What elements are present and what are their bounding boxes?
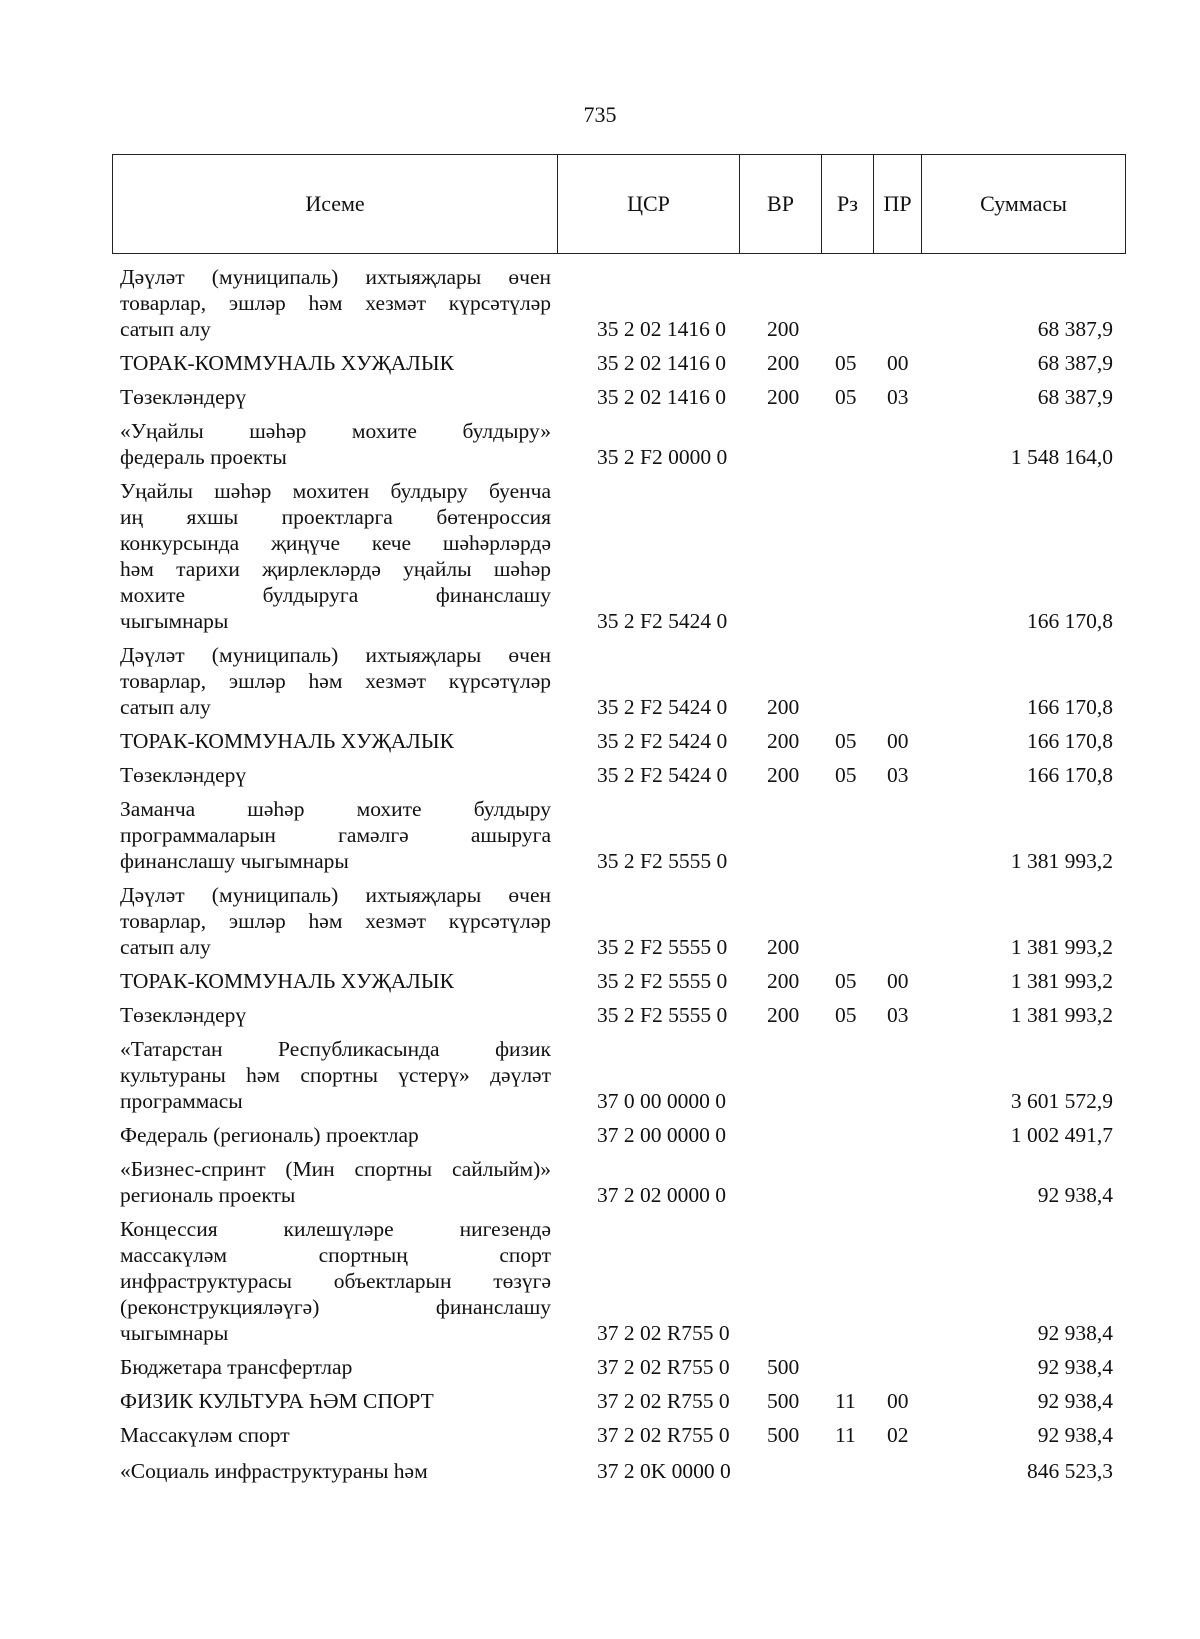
row-name	[112, 384, 557, 410]
row-vr: 200	[767, 695, 800, 719]
row-name	[112, 418, 557, 470]
row-sum: 1 381 993,2	[1010, 849, 1113, 873]
row-sum: 166 170,8	[1027, 609, 1113, 633]
row-sum: 846 523,3	[1027, 1459, 1113, 1483]
row-rz: 11	[835, 1389, 856, 1413]
row-name-line: Дәүләт (муниципаль) ихтыяҗлары өчен	[120, 265, 551, 289]
row-name	[112, 1216, 557, 1346]
table-row	[112, 478, 1132, 634]
row-csr: 37 2 0K 0000 0	[597, 1459, 731, 1483]
row-name	[112, 1002, 557, 1028]
row-pr: 00	[887, 351, 909, 375]
row-sum: 1 381 993,2	[1010, 1003, 1113, 1027]
row-csr: 37 2 02 R755 0	[597, 1355, 730, 1379]
row-vr: 200	[767, 935, 800, 959]
table-row	[112, 1354, 1132, 1380]
row-name-line: финанслашу чыгымнары	[120, 849, 349, 873]
row-name-line: «Татарстан Республикасында физик	[120, 1037, 551, 1061]
row-name-line: «Уңайлы шәһәр мохите булдыру»	[120, 419, 551, 443]
row-sum: 1 381 993,2	[1010, 935, 1113, 959]
row-sum: 1 548 164,0	[1010, 445, 1113, 469]
table-row	[112, 1458, 1132, 1484]
table-row	[112, 1036, 1132, 1114]
row-name-line: Дәүләт (муниципаль) ихтыяҗлары өчен	[120, 643, 551, 667]
row-csr: 35 2 F2 5555 0	[597, 849, 728, 873]
row-rz: 05	[835, 729, 857, 753]
row-name-line: конкурсында җиңүче кече шәһәрләрдә	[120, 531, 551, 555]
header-sum: Суммасы	[922, 155, 1126, 254]
row-csr: 37 0 00 0000 0	[597, 1089, 726, 1113]
row-vr: 500	[767, 1389, 800, 1413]
row-csr: 35 2 F2 5424 0	[597, 609, 728, 633]
row-csr: 35 2 02 1416 0	[597, 317, 726, 341]
row-name-line: сатып алу	[120, 695, 211, 719]
row-sum: 166 170,8	[1027, 729, 1113, 753]
row-csr: 37 2 02 0000 0	[597, 1183, 726, 1207]
row-name-line: ТОРАК-КОММУНАЛЬ ХУҖАЛЫК	[120, 729, 454, 753]
row-csr: 35 2 02 1416 0	[597, 385, 726, 409]
row-pr: 03	[887, 1003, 909, 1027]
row-name	[112, 1122, 557, 1148]
header-pr: ПР	[874, 155, 922, 254]
row-name-line: иң яхшы проектларга бөтенроссия	[120, 505, 551, 529]
row-csr: 37 2 02 R755 0	[597, 1423, 730, 1447]
row-vr: 200	[767, 1003, 800, 1027]
row-name-line: программасы	[120, 1089, 243, 1113]
row-csr: 37 2 00 0000 0	[597, 1123, 726, 1147]
row-name-line: сатып алу	[120, 935, 211, 959]
row-vr: 200	[767, 763, 800, 787]
table-row	[112, 418, 1132, 470]
row-rz: 05	[835, 969, 857, 993]
row-name-line: ФИЗИК КУЛЬТУРА ҺӘМ СПОРТ	[120, 1389, 434, 1413]
table-row	[112, 728, 1132, 754]
table-row	[112, 264, 1132, 342]
row-sum: 1 002 491,7	[1010, 1123, 1113, 1147]
row-csr: 35 2 F2 5555 0	[597, 935, 728, 959]
row-csr: 35 2 F2 0000 0	[597, 445, 728, 469]
row-name-line: чыгымнары	[120, 1321, 229, 1345]
row-pr: 03	[887, 385, 909, 409]
header-vr: ВР	[740, 155, 822, 254]
row-pr: 00	[887, 729, 909, 753]
row-name	[112, 1354, 557, 1380]
row-csr: 37 2 02 R755 0	[597, 1321, 730, 1345]
row-name-line: Заманча шәһәр мохите булдыру	[120, 797, 551, 821]
row-name	[112, 728, 557, 754]
row-csr: 35 2 02 1416 0	[597, 351, 726, 375]
row-name-line: Төзекләндерү	[120, 385, 247, 409]
row-name-line: региональ проекты	[120, 1183, 296, 1207]
table-row	[112, 1216, 1132, 1346]
row-rz: 05	[835, 385, 857, 409]
row-sum: 166 170,8	[1027, 763, 1113, 787]
row-pr: 00	[887, 1389, 909, 1413]
page-number: 735	[583, 102, 617, 127]
row-name-line: Дәүләт (муниципаль) ихтыяҗлары өчен	[120, 883, 551, 907]
row-rz: 11	[835, 1423, 856, 1447]
row-csr: 35 2 F2 5424 0	[597, 695, 728, 719]
row-name	[112, 968, 557, 994]
row-name-line: «Бизнес-спринт (Мин спортны сайлыйм)»	[120, 1157, 551, 1181]
row-vr: 200	[767, 969, 800, 993]
row-vr: 200	[767, 729, 800, 753]
row-sum: 166 170,8	[1027, 695, 1113, 719]
row-name	[112, 796, 557, 874]
row-rz: 05	[835, 1003, 857, 1027]
table-row	[112, 350, 1132, 376]
row-name-line: федераль проекты	[120, 445, 287, 469]
row-name-line: (реконструкцияләүгә) финанслашу	[120, 1295, 551, 1319]
row-csr: 35 2 F2 5424 0	[597, 729, 728, 753]
table-row	[112, 882, 1132, 960]
row-pr: 00	[887, 969, 909, 993]
row-sum: 68 387,9	[1037, 317, 1113, 341]
row-name	[112, 762, 557, 788]
table-header	[112, 154, 1126, 254]
table-row	[112, 384, 1132, 410]
table-row	[112, 1388, 1132, 1414]
row-name-line: товарлар, эшләр һәм хезмәт күрсәтүләр	[120, 909, 551, 933]
table-row	[112, 968, 1132, 994]
row-name-line: Уңайлы шәһәр мохитен булдыру буенча	[120, 479, 551, 503]
row-pr: 03	[887, 763, 909, 787]
row-name-line: чыгымнары	[120, 609, 229, 633]
row-csr: 35 2 F2 5555 0	[597, 969, 728, 993]
row-rz: 05	[835, 763, 857, 787]
row-name-line: Федераль (региональ) проектлар	[120, 1123, 419, 1147]
row-name-line: мохите булдыруга финанслашу	[120, 583, 551, 607]
row-name-line: инфраструктурасы объектларын төзүгә	[120, 1269, 551, 1293]
row-name-line: культураны һәм спортны үстерү» дәүләт	[120, 1063, 551, 1087]
row-vr: 200	[767, 317, 800, 341]
row-vr: 500	[767, 1423, 800, 1447]
row-name	[112, 1036, 557, 1114]
row-name	[112, 642, 557, 720]
table-row	[112, 1002, 1132, 1028]
row-vr: 500	[767, 1355, 800, 1379]
table-row	[112, 1422, 1132, 1448]
table-body	[112, 256, 1132, 1484]
row-name-line: Бюджетара трансфертлар	[120, 1355, 353, 1379]
row-name-line: сатып алу	[120, 317, 211, 341]
table-row	[112, 1122, 1132, 1148]
row-name-line: Төзекләндерү	[120, 763, 247, 787]
row-name-line: Төзекләндерү	[120, 1003, 247, 1027]
row-sum: 92 938,4	[1037, 1355, 1113, 1379]
row-vr: 200	[767, 351, 800, 375]
row-vr: 200	[767, 385, 800, 409]
header-name: Исеме	[113, 155, 558, 254]
row-rz: 05	[835, 351, 857, 375]
row-name-line: ТОРАК-КОММУНАЛЬ ХУҖАЛЫК	[120, 351, 454, 375]
header-csr: ЦСР	[558, 155, 740, 254]
row-name-line: Массакүләм спорт	[120, 1423, 290, 1447]
row-sum: 92 938,4	[1037, 1423, 1113, 1447]
row-name	[112, 1458, 557, 1484]
row-name	[112, 1388, 557, 1414]
table-row	[112, 642, 1132, 720]
row-name	[112, 478, 557, 634]
table-row	[112, 762, 1132, 788]
row-sum: 1 381 993,2	[1010, 969, 1113, 993]
row-name-line: массакүләм спортның спорт	[120, 1243, 551, 1267]
row-sum: 68 387,9	[1037, 385, 1113, 409]
row-name-line: һәм тарихи җирлекләрдә уңайлы шәһәр	[120, 557, 551, 581]
table-row	[112, 796, 1132, 874]
row-csr: 35 2 F2 5555 0	[597, 1003, 728, 1027]
row-name	[112, 264, 557, 342]
row-sum: 92 938,4	[1037, 1389, 1113, 1413]
row-sum: 68 387,9	[1037, 351, 1113, 375]
row-name-line: ТОРАК-КОММУНАЛЬ ХУҖАЛЫК	[120, 969, 454, 993]
row-sum: 92 938,4	[1037, 1321, 1113, 1345]
row-name-line: программаларын гамәлгә ашыруга	[120, 823, 551, 847]
row-name	[112, 1156, 557, 1208]
row-csr: 37 2 02 R755 0	[597, 1389, 730, 1413]
row-name-line: товарлар, эшләр һәм хезмәт күрсәтүләр	[120, 291, 551, 315]
table-row	[112, 1156, 1132, 1208]
row-csr: 35 2 F2 5424 0	[597, 763, 728, 787]
row-sum: 92 938,4	[1037, 1183, 1113, 1207]
row-name	[112, 350, 557, 376]
row-pr: 02	[887, 1423, 909, 1447]
row-name-line: товарлар, эшләр һәм хезмәт күрсәтүләр	[120, 669, 551, 693]
row-name	[112, 882, 557, 960]
row-name-line: «Социаль инфраструктураны һәм	[120, 1459, 428, 1483]
row-name	[112, 1422, 557, 1448]
row-sum: 3 601 572,9	[1010, 1089, 1113, 1113]
header-rz: Рз	[822, 155, 874, 254]
row-name-line: Концессия килешүләре нигезендә	[120, 1217, 551, 1241]
